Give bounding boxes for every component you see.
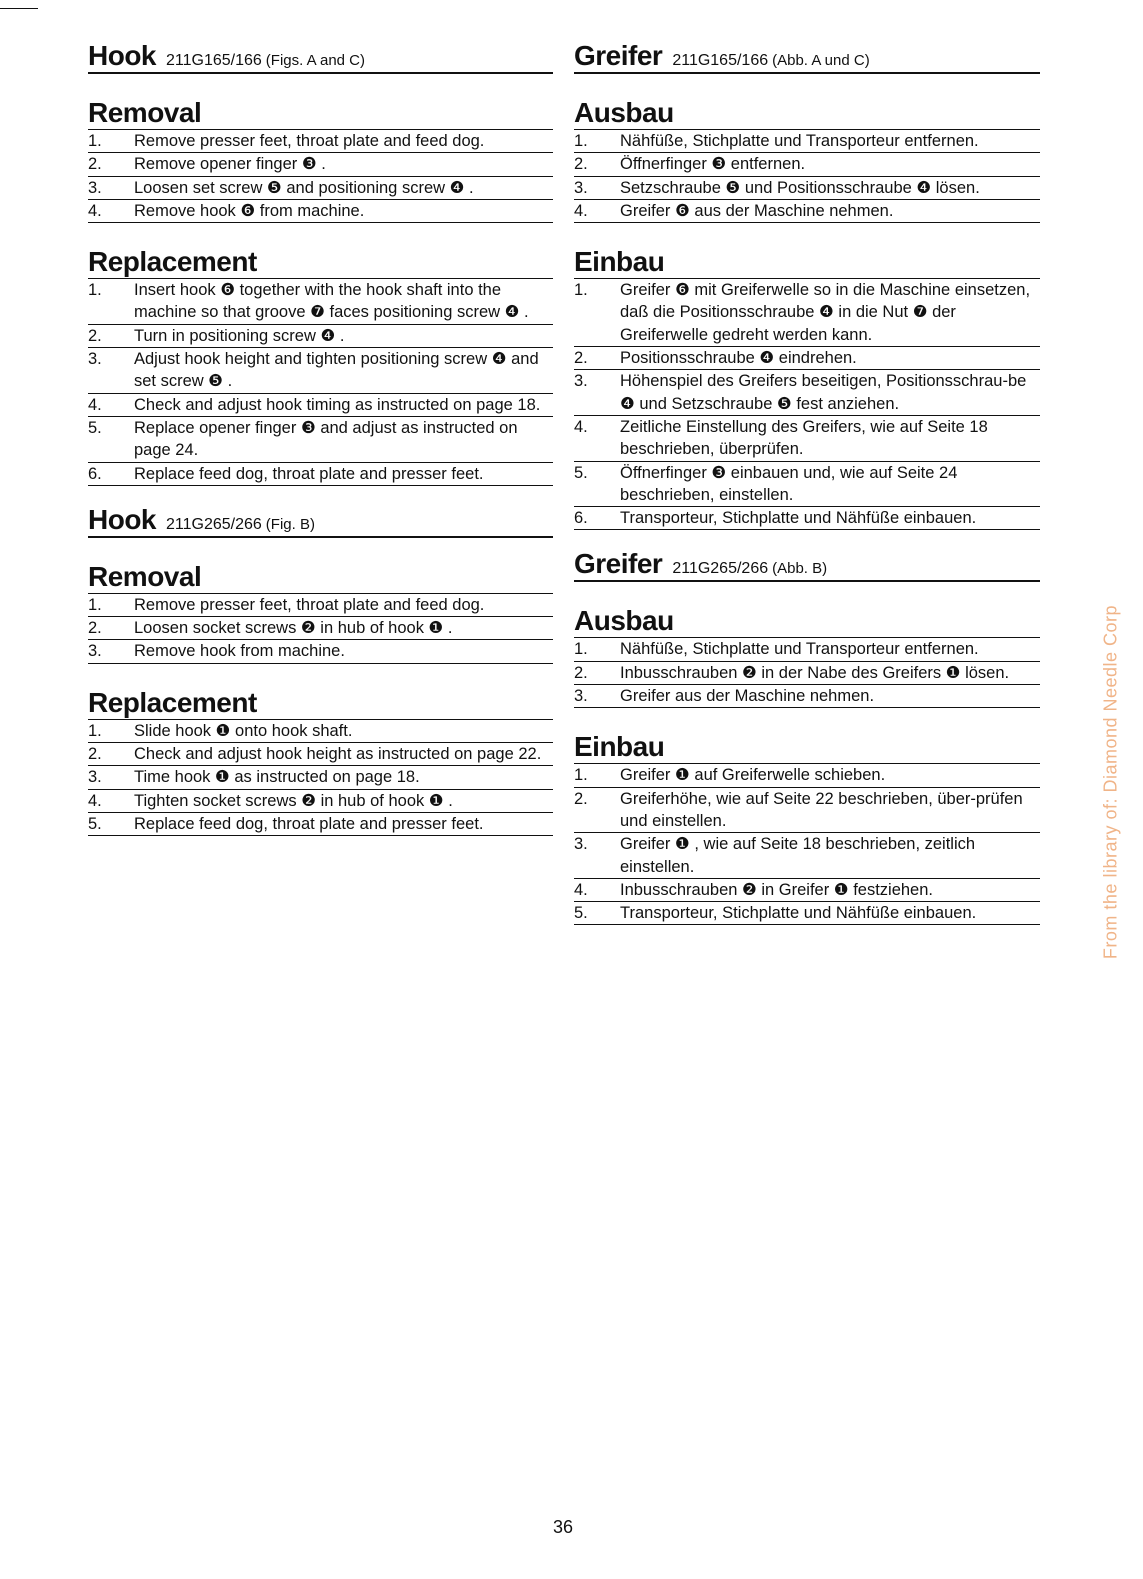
- step-number: 1.: [574, 640, 588, 659]
- step-list: [88, 130, 553, 223]
- step-text: Greifer ❶ , wie auf Seite 18 beschrieben, zeitlich einstellen.: [620, 835, 976, 876]
- section-removal: [88, 96, 553, 223]
- step-number: 1.: [88, 721, 102, 740]
- step-list: [574, 638, 1040, 708]
- part-model: 211G265/266: [672, 560, 769, 578]
- step-number: 3.: [88, 768, 102, 787]
- step-item: [574, 130, 1040, 153]
- step-number: 5.: [574, 463, 588, 482]
- step-number: 4.: [574, 417, 588, 436]
- section-title: Replacement: [88, 686, 553, 720]
- part-figure-ref: (Fig. B): [265, 515, 315, 533]
- step-item: [88, 325, 553, 348]
- step-text: Öffnerfinger ❸ einbauen und, wie auf Seite 24 beschrieben, einstellen.: [620, 463, 958, 504]
- step-item: [574, 902, 1040, 925]
- step-number: 3.: [88, 178, 102, 197]
- step-text: Tighten socket screws ❷ in hub of hook ❶ .: [134, 791, 453, 810]
- section-title: Ausbau: [574, 604, 1040, 638]
- section-replacement: [88, 245, 553, 486]
- part-greifer-211g165: [574, 40, 1040, 530]
- step-number: 1.: [88, 132, 102, 150]
- section-title: Einbau: [574, 730, 1040, 764]
- step-item: [574, 662, 1040, 685]
- step-item: [574, 764, 1040, 787]
- step-text: Remove presser feet, throat plate and feed dog.: [134, 132, 485, 150]
- step-number: 3.: [574, 178, 588, 197]
- corner-rule: [0, 8, 38, 9]
- step-number: 3.: [574, 835, 588, 854]
- step-list: [88, 720, 553, 836]
- step-item: [574, 788, 1040, 834]
- part-header: [88, 40, 553, 74]
- step-text: Öffnerfinger ❸ entfernen.: [620, 155, 806, 174]
- step-text: Greifer ❶ auf Greiferwelle schieben.: [620, 766, 886, 785]
- part-figure-ref: (Figs. A and C): [265, 52, 366, 69]
- step-text: Slide hook ❶ onto hook shaft.: [134, 721, 353, 740]
- step-item: [88, 790, 553, 813]
- part-header: [574, 40, 1040, 74]
- step-number: 2.: [574, 349, 588, 368]
- step-number: 2.: [574, 663, 588, 682]
- section-title: Ausbau: [574, 96, 1040, 130]
- step-text: Insert hook ❻ together with the hook shaft into the machine so that groove ❼ faces positioning screw ❹ .: [134, 281, 529, 322]
- step-item: [88, 394, 553, 417]
- step-text: Remove hook from machine.: [134, 642, 345, 661]
- step-text: Replace feed dog, throat plate and presser feet.: [134, 464, 484, 483]
- step-text: Nähfüße, Stichplatte und Transporteur entfernen.: [620, 640, 979, 659]
- step-list: [574, 279, 1040, 530]
- step-number: 6.: [574, 509, 588, 528]
- step-number: 3.: [574, 687, 588, 706]
- step-text: Replace opener finger ❸ and adjust as instructed on page 24.: [134, 418, 518, 460]
- step-item: [574, 879, 1040, 902]
- step-item: [88, 617, 553, 640]
- step-text: Replace feed dog, throat plate and presser feet.: [134, 814, 484, 833]
- step-number: 2.: [574, 155, 588, 174]
- step-list: [574, 764, 1040, 925]
- step-item: [88, 200, 553, 223]
- step-number: 5.: [88, 418, 102, 437]
- step-text: Transporteur, Stichplatte und Nähfüße einbauen.: [620, 904, 977, 923]
- part-model: 211G165/166: [166, 52, 262, 69]
- part-title: Greifer: [574, 548, 663, 580]
- section-einbau: [574, 730, 1040, 925]
- step-item: [574, 370, 1040, 416]
- step-item: [574, 177, 1040, 200]
- step-number: 4.: [88, 791, 102, 810]
- step-text: Greifer ❻ mit Greiferwelle so in die Maschine einsetzen, daß die Positionsschraube ❹ in die Nut ❼ der Greiferwelle gedreht werden kann.: [620, 281, 1031, 344]
- step-text: Positionsschraube ❹ eindrehen.: [620, 349, 857, 368]
- part-figure-ref: (Abb. B): [772, 560, 828, 578]
- step-text: Zeitliche Einstellung des Greifers, wie auf Seite 18 beschrieben, überprüfen.: [620, 417, 988, 459]
- step-item: [88, 766, 553, 789]
- step-item: [574, 507, 1040, 530]
- section-ausbau: [574, 96, 1040, 223]
- step-item: [574, 416, 1040, 462]
- step-item: [88, 743, 553, 766]
- step-number: 3.: [88, 350, 102, 369]
- step-item: [574, 347, 1040, 370]
- step-text: Loosen set screw ❺ and positioning screw ❹ .: [134, 178, 474, 197]
- step-text: Loosen socket screws ❷ in hub of hook ❶ .: [134, 619, 453, 638]
- step-item: [574, 462, 1040, 508]
- step-number: 1.: [574, 766, 588, 785]
- section-title: Removal: [88, 96, 553, 130]
- step-item: [88, 463, 553, 486]
- page-number: 36: [552, 1517, 574, 1537]
- part-model: 211G265/266: [166, 515, 262, 533]
- part-header: [574, 548, 1040, 582]
- step-text: Adjust hook height and tighten positioning screw ❹ and set screw ❺ .: [134, 350, 539, 391]
- section-removal: [88, 560, 553, 664]
- step-number: 2.: [88, 745, 102, 764]
- step-text: Greiferhöhe, wie auf Seite 22 beschrieben, über-prüfen und einstellen.: [620, 789, 1023, 830]
- step-text: Remove presser feet, throat plate and feed dog.: [134, 595, 485, 614]
- step-number: 1.: [574, 132, 588, 150]
- step-item: [88, 417, 553, 463]
- step-text: Setzschraube ❺ und Positionsschraube ❹ lösen.: [620, 178, 980, 197]
- section-einbau: [574, 245, 1040, 530]
- column-german: [574, 40, 1040, 925]
- step-number: 4.: [574, 880, 588, 899]
- step-text: Inbusschrauben ❷ in Greifer ❶ festziehen.: [620, 880, 933, 899]
- step-text: Transporteur, Stichplatte und Nähfüße einbauen.: [620, 509, 977, 528]
- step-item: [574, 200, 1040, 223]
- step-number: 6.: [88, 464, 102, 483]
- step-item: [88, 130, 553, 153]
- step-item: [88, 153, 553, 176]
- part-figure-ref: (Abb. A und C): [772, 52, 870, 69]
- step-item: [574, 638, 1040, 661]
- step-text: Nähfüße, Stichplatte und Transporteur entfernen.: [620, 132, 979, 150]
- part-title: Hook: [88, 40, 156, 71]
- step-item: [88, 640, 553, 663]
- column-english: [88, 40, 553, 836]
- step-text: Höhenspiel des Greifers beseitigen, Positionsschrau-be ❹ und Setzschraube ❺ fest anziehen.: [620, 372, 1027, 413]
- step-number: 2.: [574, 789, 588, 808]
- step-item: [88, 720, 553, 743]
- step-item: [88, 279, 553, 325]
- section-ausbau: [574, 604, 1040, 708]
- step-number: 3.: [88, 642, 102, 661]
- step-text: Time hook ❶ as instructed on page 18.: [134, 768, 420, 787]
- step-item: [574, 279, 1040, 347]
- step-number: 4.: [88, 201, 102, 220]
- step-list: [88, 279, 553, 486]
- library-watermark: From the library of: Diamond Needle Corp: [1100, 604, 1121, 960]
- step-number: 1.: [88, 281, 102, 300]
- step-text: Turn in positioning screw ❹ .: [134, 326, 345, 345]
- step-item: [88, 177, 553, 200]
- step-number: 4.: [88, 395, 102, 414]
- step-item: [88, 813, 553, 836]
- part-title: Greifer: [574, 40, 663, 71]
- step-number: 5.: [88, 814, 102, 833]
- step-item: [574, 685, 1040, 708]
- step-text: Greifer aus der Maschine nehmen.: [620, 687, 875, 706]
- step-item: [88, 348, 553, 394]
- step-text: Remove hook ❻ from machine.: [134, 201, 365, 220]
- step-list: [574, 130, 1040, 223]
- step-number: 1.: [88, 595, 102, 614]
- step-text: Check and adjust hook timing as instructed on page 18.: [134, 395, 541, 414]
- part-title: Hook: [88, 503, 156, 535]
- part-header: [88, 504, 553, 538]
- step-item: [574, 833, 1040, 879]
- step-number: 3.: [574, 372, 588, 391]
- section-title: Einbau: [574, 245, 1040, 279]
- step-number: 2.: [88, 155, 102, 174]
- step-item: [88, 594, 553, 617]
- step-text: Remove opener finger ❸ .: [134, 155, 326, 174]
- step-number: 2.: [88, 326, 102, 345]
- step-number: 4.: [574, 201, 588, 220]
- part-model: 211G165/166: [672, 52, 769, 69]
- step-text: Greifer ❻ aus der Maschine nehmen.: [620, 201, 894, 220]
- part-hook-211g165: [88, 40, 553, 486]
- step-number: 1.: [574, 281, 588, 300]
- step-text: Check and adjust hook height as instructed on page 22.: [134, 745, 542, 764]
- step-number: 5.: [574, 904, 588, 923]
- step-item: [574, 153, 1040, 176]
- section-replacement: [88, 686, 553, 836]
- part-hook-211g265: [88, 504, 553, 836]
- part-greifer-211g265: [574, 548, 1040, 925]
- step-list: [88, 594, 553, 664]
- step-text: Inbusschrauben ❷ in der Nabe des Greifers ❶ lösen.: [620, 663, 1010, 682]
- step-number: 2.: [88, 619, 102, 638]
- section-title: Removal: [88, 560, 553, 594]
- section-title: Replacement: [88, 245, 553, 279]
